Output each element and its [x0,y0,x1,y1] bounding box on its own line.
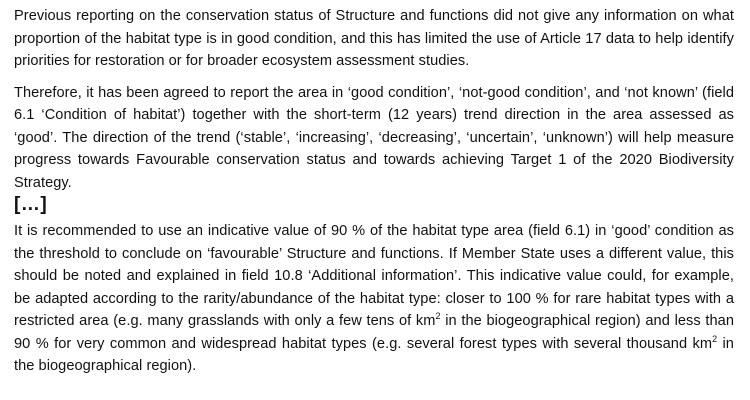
paragraph-previous-reporting: Previous reporting on the conservation status of Structure and functions did not give any information on what proportion of the habitat type is in good condition, and this has limited the use of Article 17 data to help identify priorities for restoration or for broader ecosystem assessment studies. [14,8,734,69]
superscript-square: 2 [435,311,441,321]
document-body [14,5,734,378]
paragraph-indicative-value [14,220,734,378]
superscript-square: 2 [712,333,718,344]
paragraph-text-part-2: in the biogeographical region) and less than 90 % for very common and widespread habitat types (e.g. several forest types with several thousand km [14,313,734,352]
paragraph-text-part-3: in the biogeographical region). [14,335,734,374]
omission-mark: […] [14,194,48,215]
paragraph-agreed-reporting: Therefore, it has been agreed to report the area in ‘good condition’, ‘not-good condition’, and ‘not known’ (field 6.1 ‘Condition of habitat’) together with the short-term (12 years) trend direction in the area assessed as ‘good’. The direction of the trend (‘stable’, ‘increasing’, ‘decreasing’, ‘uncertain’, ‘unknown’) will help measure progress towards Favourable conservation status and towards achieving Target 1 of the 2020 Biodiversity Strategy. [14,84,734,191]
paragraph-text-part-1: It is recommended to use an indicative value of 90 % of the habitat type area (field 6.1) in ‘good’ condition as the threshold to conclude on ‘favourable’ Structure and functions. If Member State uses a different value, this should be noted and explained in field 10.8 ‘Additional information’. This indicative value could, for example, be adapted according to the rarity/abundance of the habitat type: closer to 100 % for rare habitat types with a restricted area (e.g. many grasslands with only a few tens of km [14,223,734,329]
